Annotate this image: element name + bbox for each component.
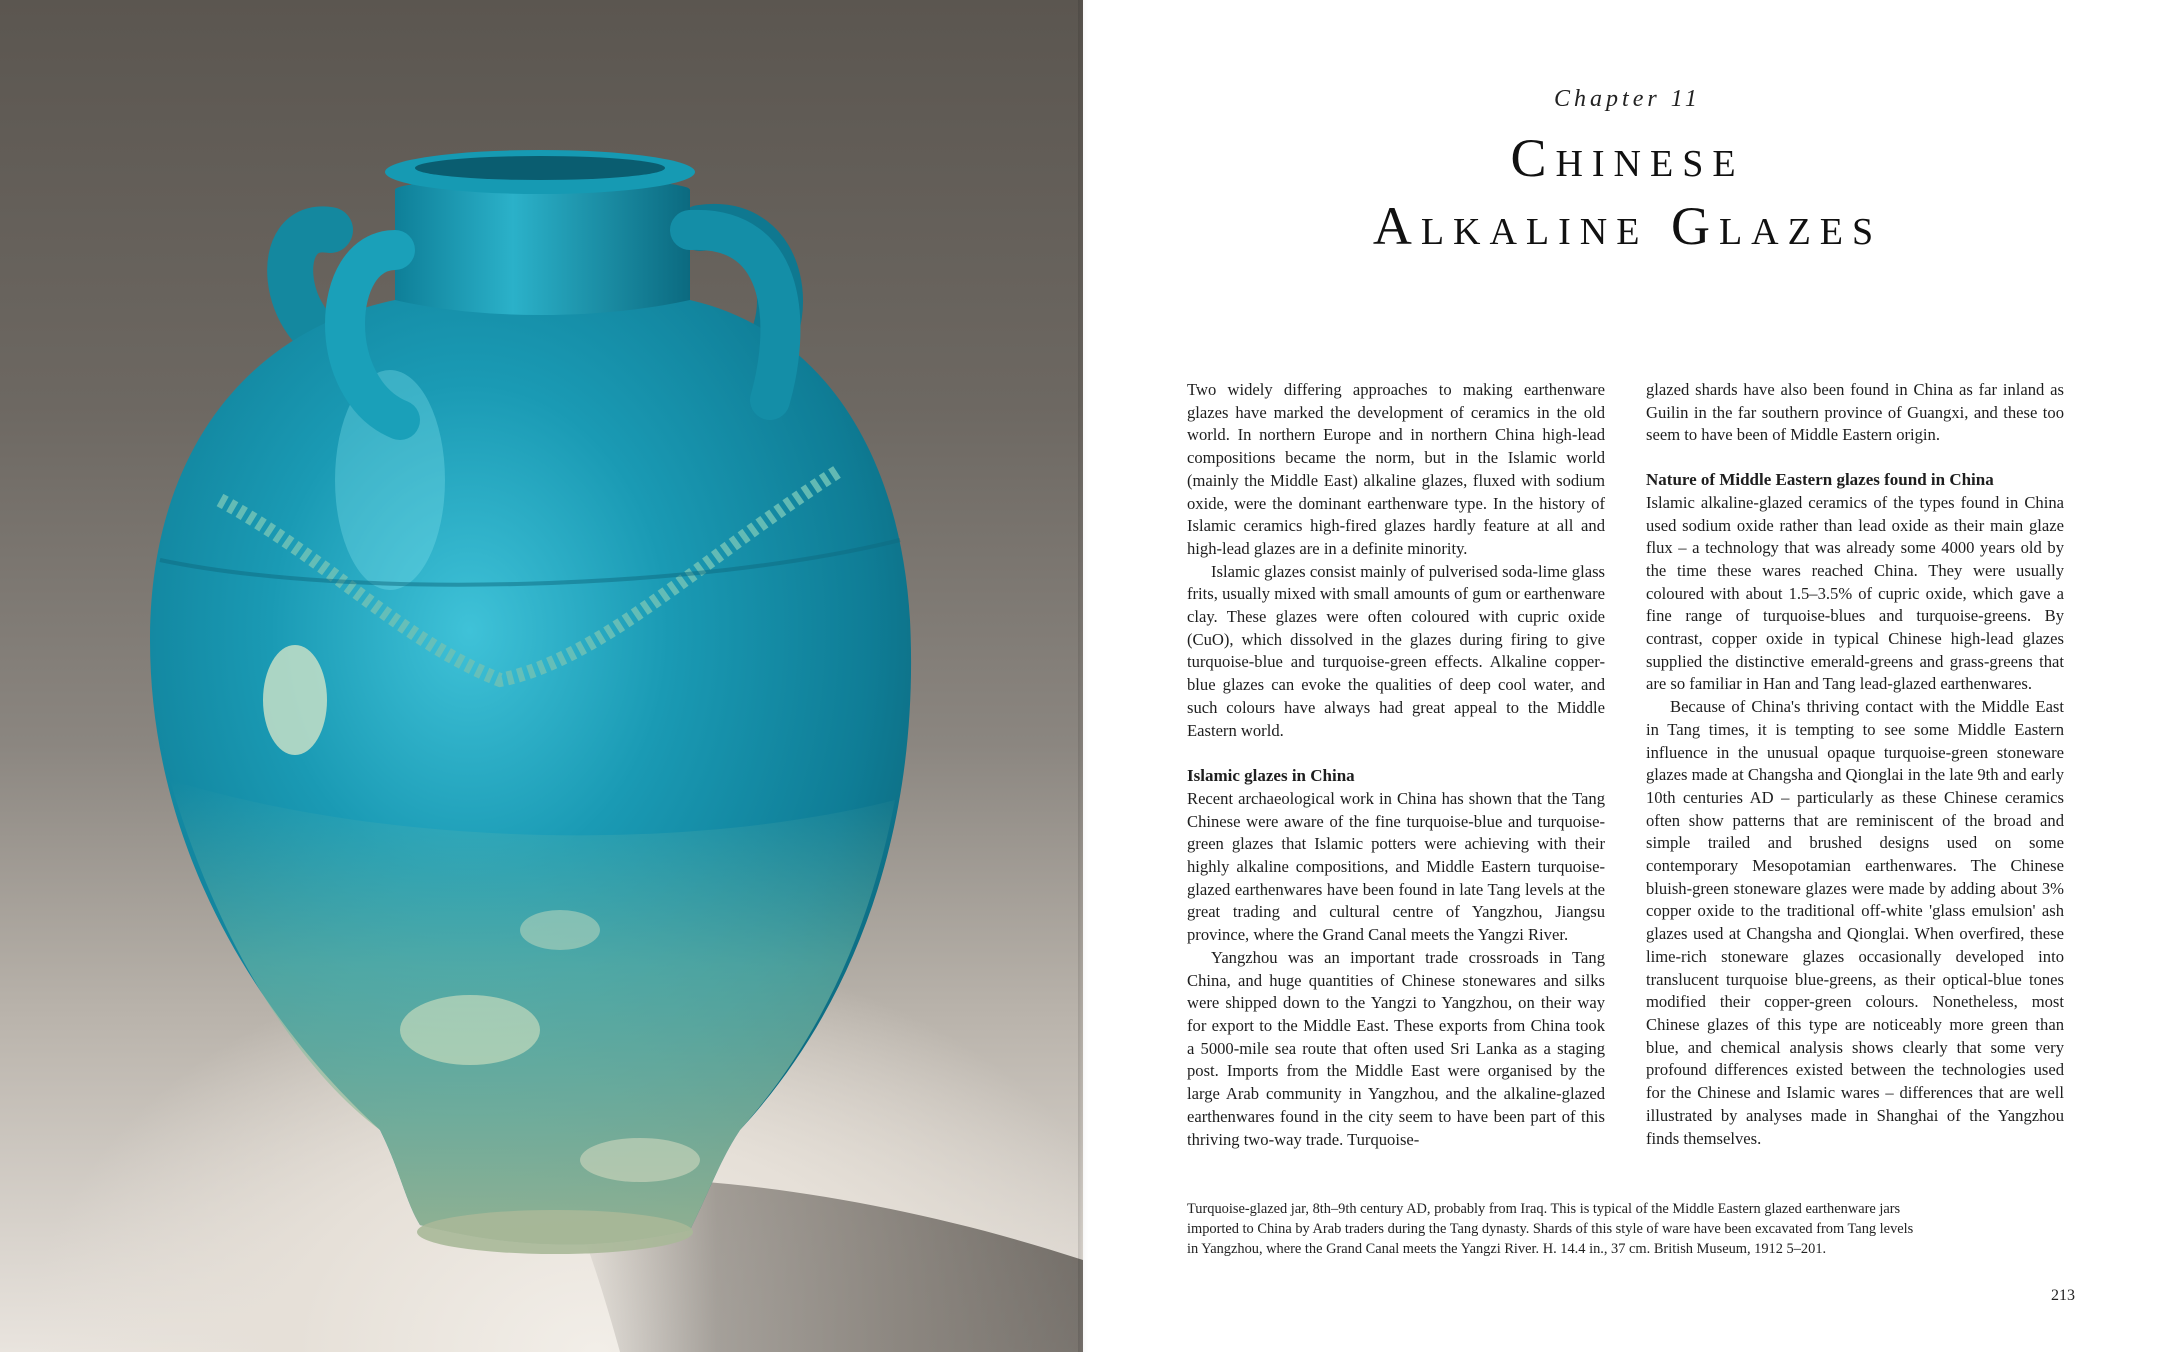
paragraph: Two widely differing approaches to making earthenware glazes have marked the development of ceramics in the old world. In northern Europe and in northern China high-lead compositions became the norm, but in the Islamic world (mainly the Middle East) alkaline glazes, fluxed with sodium oxide, were the dominant earthenware type. In the history of Islamic ceramics high-fired glazes hardly feature at all and high-lead glazes are in a definite minority. [1187, 380, 1605, 558]
left-text-column [1187, 379, 1605, 1151]
paragraph: Recent archaeological work in China has shown that the Tang Chinese were aware of the fine turquoise-blue and turquoise-green glazes that Islamic potters were achieving with their highly alkaline compositions, and Middle Eastern turquoise-glazed earthenwares have been found in late Tang levels at the great trading and cultural centre of Yangzhou, Jiangsu province, where the Grand Canal meets the Yangzi River. [1187, 788, 1605, 945]
page-number: 213 [2051, 1287, 2075, 1304]
photo-page [0, 0, 1083, 1352]
turquoise-glazed-jar-image [0, 0, 1083, 1352]
paragraph: Islamic alkaline-glazed ceramics of the types found in China used sodium oxide rather than lead oxide as their main glaze flux – a technology that was already some 4000 years old by the time these wares reached China. They were usually coloured with about 1.5–3.5% of cupric oxide, which gave a fine range of turquoise-blues and turquoise-greens. By contrast, copper oxide in typical Chinese high-lead glazes supplied the distinctive emerald-greens and grass-greens that are so familiar in Han and Tang lead-glazed earthenwares. [1646, 492, 2064, 694]
right-text-column [1646, 379, 2064, 1150]
chapter-label: Chapter 11 [1554, 86, 1701, 112]
section-heading: Islamic glazes in China [1187, 766, 1355, 786]
paragraph: Yangzhou was an important trade crossroads in Tang China, and huge quantities of Chinese stonewares and silks were shipped down to the Yangzi to Yangzhou, on their way for export to the Middle East. These exports from China took a 5000-mile sea route that often used Sri Lanka as a staging post. Imports from the Middle East were organised by the large Arab community in Yangzhou, and the alkaline-glazed earthenwares found in the city seem to have been part of this thriving two-way trade. Turquoise- [1187, 947, 1605, 1149]
caption-line: imported to China by Arab traders during the Tang dynasty. Shards of this style of ware have been excavated from Tang levels [1187, 1221, 1914, 1237]
caption-line: Turquoise-glazed jar, 8th–9th century AD, probably from Iraq. This is typical of the Middle Eastern glazed earthenware jars [1187, 1201, 1901, 1217]
page-gutter [1078, 0, 1088, 1352]
text-page [1088, 0, 2167, 1352]
paragraph: Islamic glazes consist mainly of pulverised soda-lime glass frits, usually mixed with small amounts of gum or earthenware clay. These glazes were often coloured with cupric oxide (CuO), which dissolved in the glazes during firing to give turquoise-blue and turquoise-green effects. Alkaline copper-blue glazes can evoke the qualities of deep cool water, and such colours have always had great appeal to the Middle Eastern world. [1187, 561, 1605, 740]
section-heading: Nature of Middle Eastern glazes found in China [1646, 470, 1994, 490]
paragraph: Because of China's thriving contact with the Middle East in Tang times, it is tempting to see some Middle Eastern influence in the unusual opaque turquoise-green stoneware glazes made at Changsha and Qionglai in the late 9th and early 10th centuries AD – particularly as these Chinese ceramics often show patterns that are reminiscent of the broad and simple trailed and brushed designs used on some contemporary Mesopotamian earthenwares. The Chinese bluish-green stoneware glazes were made by adding about 3% copper oxide to the traditional off-white 'glass emulsion' ash glazes used at Changsha and Qionglai. When overfired, these lime-rich stoneware glazes occasionally developed into translucent turquoise blue-greens, as their optical-blue tones modified their copper-green colours. Nonetheless, most Chinese glazes of this type are noticeably more green than blue, and chemical analysis shows clearly that some very profound differences existed between the technologies used for the Chinese and Islamic wares – differences that are well illustrated by analyses made in Shanghai of the Yangzhou finds themselves. [1646, 697, 2064, 1148]
chapter-title [1088, 124, 2167, 260]
figure-caption [1187, 1199, 2067, 1259]
chapter-title-line2: Alkaline Glazes [1372, 196, 1883, 256]
caption-line: in Yangzhou, where the Grand Canal meets the Yangzi River. H. 14.4 in., 37 cm. British Museum, 1912 5–201. [1187, 1241, 1827, 1257]
chapter-title-line1: Chinese [1510, 128, 1745, 188]
paragraph: glazed shards have also been found in China as far inland as Guilin in the far southern province of Guangxi, and these too seem to have been of Middle Eastern origin. [1646, 380, 2064, 445]
